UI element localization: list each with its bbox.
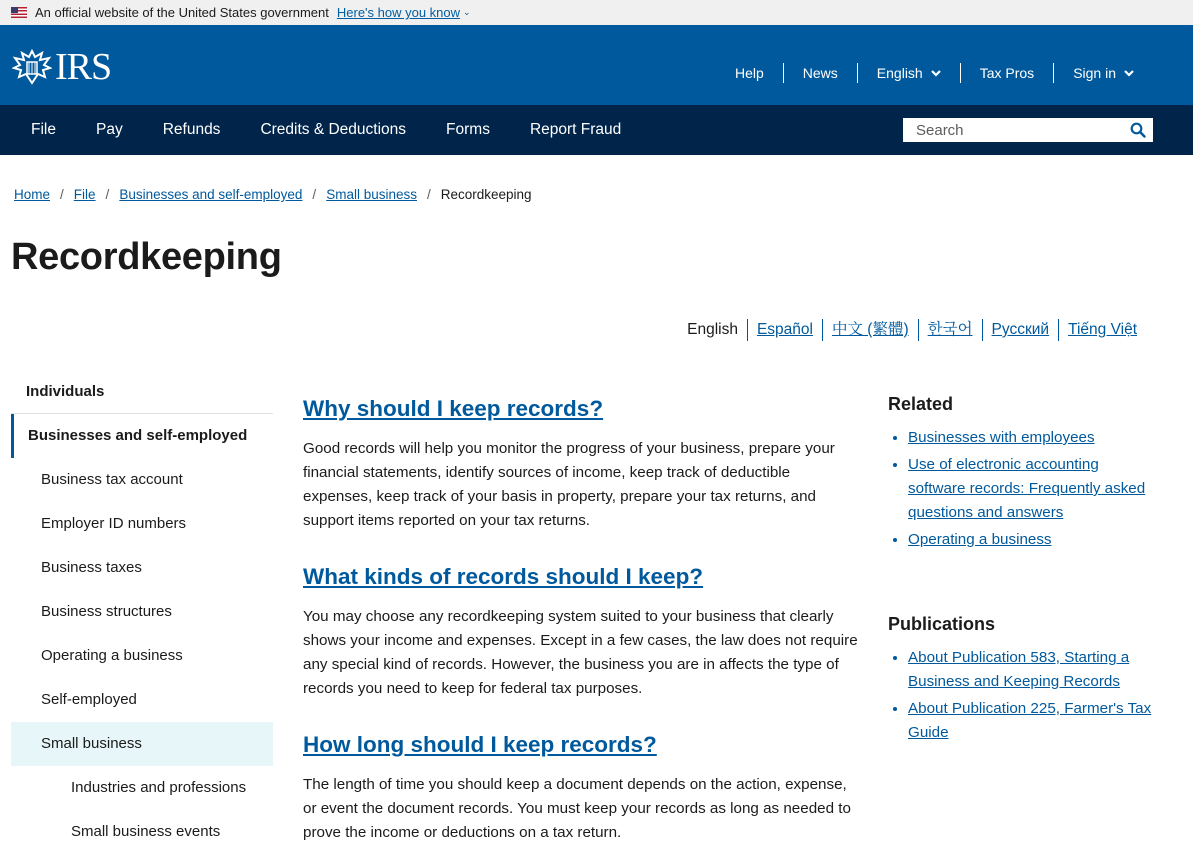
search-button[interactable]	[1124, 119, 1152, 141]
chevron-down-icon	[1124, 68, 1134, 78]
search-box	[903, 118, 1153, 142]
page-title: Recordkeeping	[11, 236, 282, 278]
heres-how-you-know-link[interactable]: Here's how you know	[336, 5, 461, 20]
chevron-down-icon	[931, 68, 941, 78]
nav-report-fraud[interactable]: Report Fraud	[529, 121, 622, 138]
section-heading-how-long[interactable]: How long should I keep records?	[303, 732, 657, 757]
publications-list	[888, 646, 1158, 745]
nav-pay[interactable]: Pay	[95, 121, 123, 138]
section-body-what-kinds: You may choose any recordkeeping system suited to your business that clearly shows your income and expenses. Except in a few cases, the law does not require any special kind of records. However, the business you are in affects the type of records you need to keep for federal tax purposes.	[303, 608, 858, 697]
section-body-why: Good records will help you monitor the progress of your business, prepare your financial statements, identify sources of income, keep track of deductible expenses, keep track of your basis in property, prepare your tax returns, and support items reported on your tax returns.	[303, 440, 835, 529]
related-link-operating-business[interactable]: Operating a business	[908, 531, 1052, 548]
nav-forms[interactable]: Forms	[446, 121, 490, 138]
sidebar-item-business-taxes[interactable]: Business taxes	[41, 559, 142, 576]
main-nav	[0, 105, 1193, 155]
list-item	[908, 426, 1158, 450]
lang-espanol[interactable]: Español	[747, 319, 822, 341]
list-item	[908, 697, 1158, 745]
sidebar-item-individuals[interactable]: Individuals	[11, 370, 273, 414]
site-header	[0, 25, 1193, 105]
right-rail	[888, 392, 1158, 748]
nav-credits-deductions[interactable]: Credits & Deductions	[260, 121, 407, 138]
sidebar-item-businesses[interactable]: Businesses and self-employed	[11, 414, 273, 458]
language-dropdown[interactable]: English	[857, 63, 960, 83]
section-heading-why[interactable]: Why should I keep records?	[303, 396, 604, 421]
sidebar-item-self-employed[interactable]: Self-employed	[41, 691, 137, 708]
related-link-employees[interactable]: Businesses with employees	[908, 429, 1095, 446]
sidebar-nav	[11, 370, 273, 852]
irs-logo[interactable]	[12, 46, 112, 88]
sidebar-item-business-tax-account[interactable]: Business tax account	[41, 471, 183, 488]
search-icon	[1130, 122, 1146, 138]
gov-banner-text: An official website of the United States government	[35, 5, 329, 20]
list-item	[908, 646, 1158, 694]
gov-banner	[0, 0, 1193, 25]
chevron-down-icon[interactable]: ⌄	[463, 7, 471, 17]
related-link-electronic-records[interactable]: Use of electronic accounting software records: Frequently asked questions and answers	[908, 456, 1146, 521]
sidebar-item-small-business-events[interactable]: Small business events	[71, 823, 221, 840]
related-list	[888, 426, 1158, 552]
sidebar-item-business-structures[interactable]: Business structures	[41, 603, 172, 620]
sidebar-item-employer-id[interactable]: Employer ID numbers	[41, 515, 187, 532]
breadcrumb-small-business[interactable]: Small business	[326, 187, 417, 202]
breadcrumb-home[interactable]: Home	[14, 187, 51, 202]
list-item	[908, 528, 1158, 552]
section-heading-what-kinds[interactable]: What kinds of records should I keep?	[303, 564, 704, 589]
breadcrumb-current: Recordkeeping	[440, 187, 532, 202]
lang-vietnamese[interactable]: Tiếng Việt	[1058, 319, 1146, 341]
help-link[interactable]: Help	[734, 65, 764, 81]
sidebar-item-small-business[interactable]: Small business	[11, 722, 273, 766]
breadcrumb: Home / File / Businesses and self-employed / Small business / Recordkeeping	[14, 187, 532, 202]
logo-text: IRS	[55, 46, 112, 88]
us-flag-icon	[11, 7, 27, 18]
breadcrumb-businesses[interactable]: Businesses and self-employed	[119, 187, 303, 202]
language-bar	[678, 319, 1146, 341]
lang-russian[interactable]: Русский	[982, 319, 1059, 341]
news-link[interactable]: News	[783, 63, 857, 83]
utility-nav	[716, 62, 1153, 84]
tax-pros-link[interactable]: Tax Pros	[960, 63, 1053, 83]
lang-korean[interactable]: 한국어	[918, 319, 982, 341]
sidebar-item-operating-business[interactable]: Operating a business	[41, 647, 183, 664]
lang-english: English	[687, 321, 738, 338]
nav-refunds[interactable]: Refunds	[162, 121, 221, 138]
search-input[interactable]	[904, 119, 1124, 141]
publication-link-583[interactable]: About Publication 583, Starting a Business and Keeping Records	[908, 649, 1130, 690]
lang-chinese[interactable]: 中文 (繁體)	[822, 319, 918, 341]
sign-in-dropdown[interactable]: Sign in	[1053, 63, 1153, 83]
eagle-icon	[12, 49, 52, 85]
section-body-how-long: The length of time you should keep a document depends on the action, expense, or event the document records. You must keep your records as long as needed to prove the income or deductions on a tax return.	[303, 776, 851, 841]
breadcrumb-file[interactable]: File	[73, 187, 96, 202]
publications-heading: Publications	[888, 614, 996, 634]
nav-file[interactable]: File	[31, 121, 56, 138]
list-item	[908, 453, 1158, 525]
related-heading: Related	[888, 394, 954, 414]
sidebar-item-industries[interactable]: Industries and professions	[71, 779, 247, 796]
publication-link-225[interactable]: About Publication 225, Farmer's Tax Guide	[908, 700, 1152, 741]
main-content	[303, 393, 863, 852]
